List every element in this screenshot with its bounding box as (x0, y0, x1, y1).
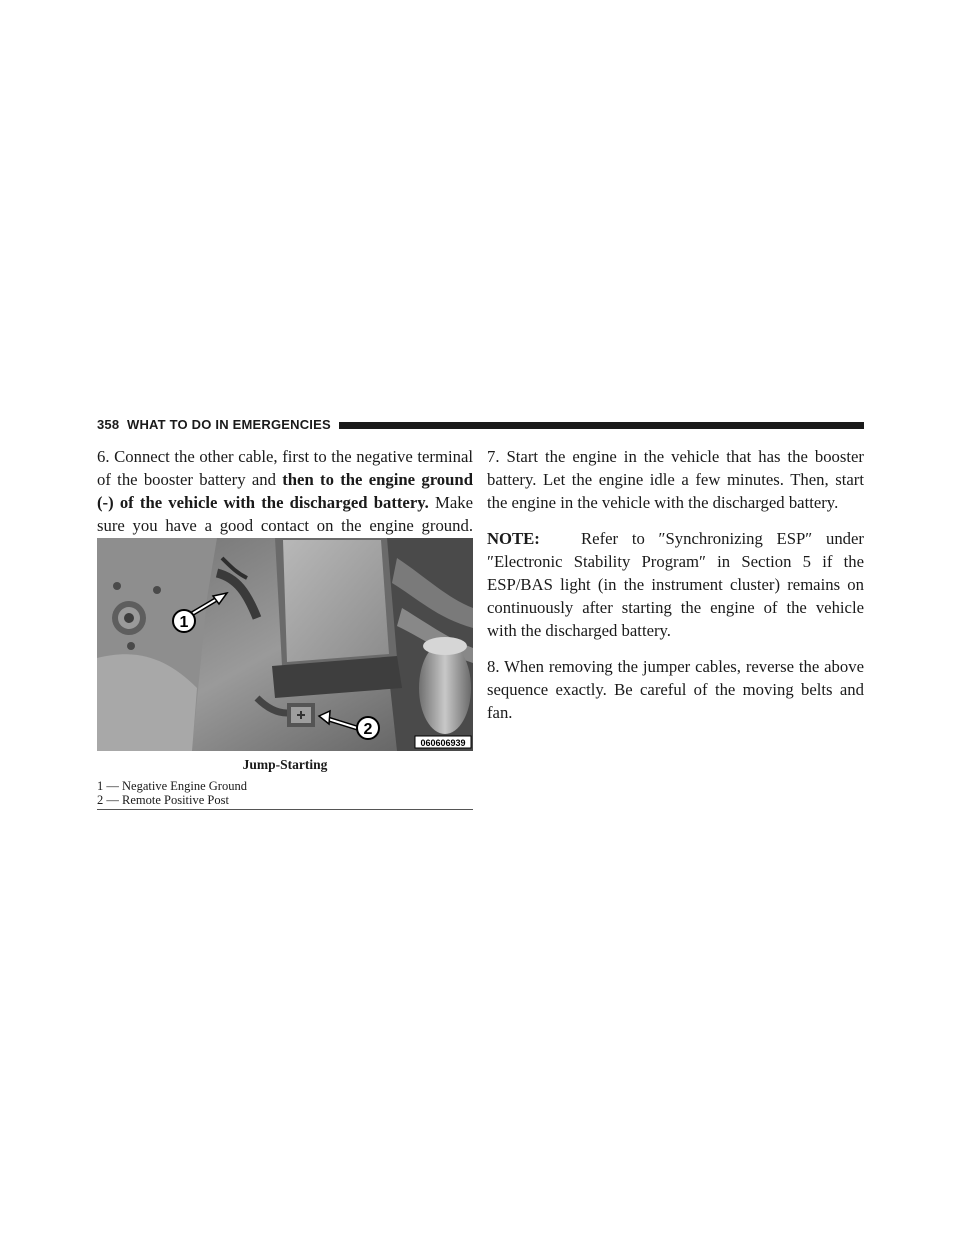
figure-legend (97, 779, 473, 810)
legend-item: 1 — Negative Engine Ground (97, 779, 247, 793)
jump-starting-illustration (97, 538, 473, 751)
legend-item: 2 — Remote Positive Post (97, 793, 229, 807)
step-8-paragraph: 8. When removing the jumper cables, reverse the above sequence exactly. Be careful of the moving belts and fan. (487, 657, 864, 722)
callout-1-label: 1 (179, 614, 189, 631)
note-text: Refer to ″Synchronizing ESP″ under ″Electronic Stability Program″ in Section 5 if the ESP/BAS light (in the instrument cluster) remains on continuously after starting the engine of the vehicle with the discharged battery. (487, 529, 869, 640)
header-rule (339, 422, 864, 429)
image-code: 060606939 (420, 738, 466, 748)
figure-title: Jump-Starting (242, 757, 328, 772)
note-paragraph (487, 527, 869, 642)
right-column (487, 445, 869, 724)
step-7-paragraph: 7. Start the engine in the vehicle that has the booster battery. Let the engine idle a few minutes. Then, start the engine in the vehicle with the discharged battery. (487, 447, 864, 512)
callout-2-label: 2 (363, 721, 373, 738)
page-header (97, 417, 864, 435)
step-6-paragraph: 6. Connect the other cable, first to the negative terminal of the booster battery and then to the engine ground (-) of the vehicle with the discharged battery. Make sure you have a good contact on the engine ground. (97, 447, 473, 535)
section-title: WHAT TO DO IN EMERGENCIES (127, 417, 331, 432)
page-number: 358 (97, 417, 120, 432)
note-label: NOTE: (487, 529, 540, 548)
step-6-bold-instruction: then to the engine ground (-) of the vehicle with the discharged battery. (97, 470, 473, 512)
